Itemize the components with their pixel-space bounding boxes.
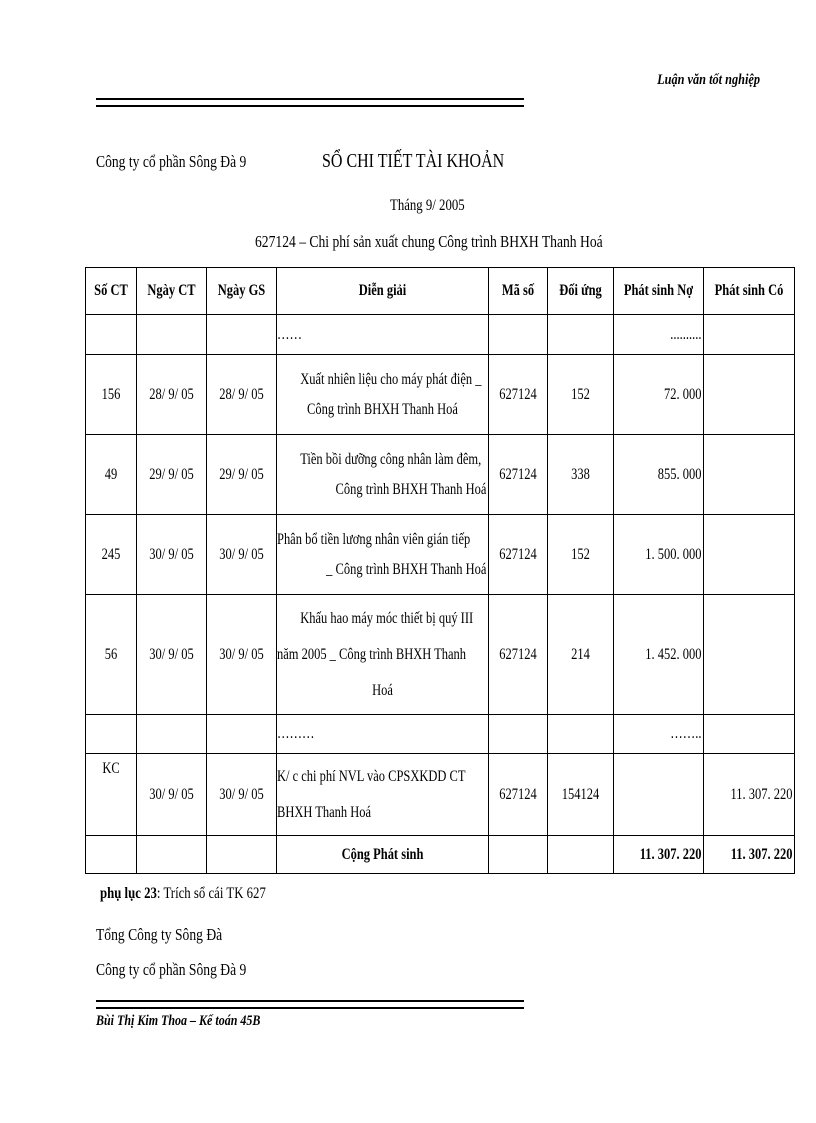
cell-so-ct xyxy=(86,315,137,355)
company-name-footer: Công ty cổ phần Sông Đà 9 xyxy=(96,960,247,979)
cell-ma-so xyxy=(489,315,548,355)
cell-empty xyxy=(548,836,614,874)
cell-ngay-ct: 30/ 9/ 05 xyxy=(137,595,207,715)
table-row xyxy=(86,595,795,715)
cell-phat-sinh-co xyxy=(704,715,795,754)
col-header-so-ct: Số CT xyxy=(86,268,137,315)
cell-phat-sinh-co xyxy=(704,595,795,715)
cell-ma-so xyxy=(489,715,548,754)
month-label: Tháng 9/ 2005 xyxy=(390,197,465,214)
col-header-phat-sinh-no: Phát sinh Nợ xyxy=(614,268,704,315)
cell-phat-sinh-co xyxy=(704,435,795,515)
cell-doi-ung: 152 xyxy=(548,355,614,435)
table-row xyxy=(86,754,795,836)
cell-dien-giai: Xuất nhiên liệu cho máy phát điện _ Công trình BHXH Thanh Hoá xyxy=(277,355,489,435)
corporation-name: Tổng Công ty Sông Đà xyxy=(96,925,223,944)
cell-phat-sinh-no: 1. 500. 000 xyxy=(614,515,704,595)
cell-ngay-ct: 28/ 9/ 05 xyxy=(137,355,207,435)
total-phat-sinh-co: 11. 307. 220 xyxy=(704,836,795,874)
table-row xyxy=(86,355,795,435)
cell-phat-sinh-co xyxy=(704,315,795,355)
cell-phat-sinh-no: …….. xyxy=(614,715,704,754)
total-label: Cộng Phát sinh xyxy=(277,836,489,874)
cell-doi-ung: 338 xyxy=(548,435,614,515)
cell-ngay-gs: 29/ 9/ 05 xyxy=(207,435,277,515)
cell-ngay-gs xyxy=(207,315,277,355)
cell-ngay-gs: 30/ 9/ 05 xyxy=(207,754,277,836)
cell-ma-so: 627124 xyxy=(489,515,548,595)
table-row xyxy=(86,315,795,355)
col-header-phat-sinh-co: Phát sinh Có xyxy=(704,268,795,315)
cell-empty xyxy=(137,836,207,874)
cell-ngay-gs: 30/ 9/ 05 xyxy=(207,595,277,715)
col-header-doi-ung: Đối ứng xyxy=(548,268,614,315)
cell-ngay-ct: 30/ 9/ 05 xyxy=(137,515,207,595)
cell-ma-so: 627124 xyxy=(489,595,548,715)
total-phat-sinh-no: 11. 307. 220 xyxy=(614,836,704,874)
table-row xyxy=(86,435,795,515)
cell-ngay-ct: 29/ 9/ 05 xyxy=(137,435,207,515)
cell-ma-so: 627124 xyxy=(489,754,548,836)
cell-phat-sinh-co xyxy=(704,355,795,435)
cell-ngay-ct xyxy=(137,715,207,754)
cell-ma-so: 627124 xyxy=(489,355,548,435)
cell-doi-ung: 154124 xyxy=(548,754,614,836)
cell-empty xyxy=(86,836,137,874)
cell-dien-giai: Phân bổ tiền lương nhân viên gián tiếp _ Công trình BHXH Thanh Hoá xyxy=(277,515,489,595)
table-row xyxy=(86,715,795,754)
cell-dien-giai: …… xyxy=(277,315,489,355)
appendix-caption xyxy=(100,885,266,903)
table-total-row xyxy=(86,836,795,874)
col-header-ngay-gs: Ngày GS xyxy=(207,268,277,315)
appendix-text: : Trích sổ cái TK 627 xyxy=(156,885,266,902)
appendix-number: phụ lục 23 xyxy=(100,885,157,902)
cell-so-ct: KC xyxy=(86,754,137,836)
cell-phat-sinh-no: 855. 000 xyxy=(614,435,704,515)
cell-phat-sinh-no: .......... xyxy=(614,315,704,355)
cell-ma-so: 627124 xyxy=(489,435,548,515)
table-row xyxy=(86,515,795,595)
cell-ngay-gs: 30/ 9/ 05 xyxy=(207,515,277,595)
cell-ngay-ct: 30/ 9/ 05 xyxy=(137,754,207,836)
col-header-ma-so: Mã số xyxy=(489,268,548,315)
company-name: Công ty cổ phần Sông Đà 9 xyxy=(96,152,247,171)
col-header-ngay-ct: Ngày CT xyxy=(137,268,207,315)
cell-doi-ung: 152 xyxy=(548,515,614,595)
cell-ngay-ct xyxy=(137,315,207,355)
cell-dien-giai: ……… xyxy=(277,715,489,754)
table-header-row xyxy=(86,268,795,315)
cell-dien-giai: Khấu hao máy móc thiết bị quý III năm 2005 _ Công trình BHXH Thanh Hoá xyxy=(277,595,489,715)
ledger-table xyxy=(85,267,795,874)
cell-dien-giai: K/ c chi phí NVL vào CPSXKDD CT BHXH Thanh Hoá xyxy=(277,754,489,836)
cell-empty xyxy=(489,836,548,874)
header-rule xyxy=(96,98,524,107)
cell-doi-ung: 214 xyxy=(548,595,614,715)
author-footer: Bùi Thị Kim Thoa – Kế toán 45B xyxy=(96,1013,261,1029)
account-subtitle: 627124 – Chi phí sản xuất chung Công trình BHXH Thanh Hoá xyxy=(255,232,603,251)
cell-ngay-gs xyxy=(207,715,277,754)
thesis-label: Luận văn tốt nghiệp xyxy=(657,72,760,88)
cell-phat-sinh-co: 11. 307. 220 xyxy=(704,754,795,836)
cell-so-ct: 56 xyxy=(86,595,137,715)
cell-empty xyxy=(207,836,277,874)
cell-ngay-gs: 28/ 9/ 05 xyxy=(207,355,277,435)
cell-phat-sinh-co xyxy=(704,515,795,595)
cell-doi-ung xyxy=(548,315,614,355)
cell-dien-giai: Tiền bồi dưỡng công nhân làm đêm, Công trình BHXH Thanh Hoá xyxy=(277,435,489,515)
cell-so-ct: 156 xyxy=(86,355,137,435)
col-header-dien-giai: Diễn giải xyxy=(277,268,489,315)
cell-so-ct: 245 xyxy=(86,515,137,595)
cell-phat-sinh-no: 72. 000 xyxy=(614,355,704,435)
cell-doi-ung xyxy=(548,715,614,754)
footer-rule xyxy=(96,1000,524,1009)
cell-phat-sinh-no: 1. 452. 000 xyxy=(614,595,704,715)
cell-so-ct: 49 xyxy=(86,435,137,515)
page-title: SỔ CHI TIẾT TÀI KHOẢN xyxy=(322,150,505,172)
cell-phat-sinh-no xyxy=(614,754,704,836)
cell-so-ct xyxy=(86,715,137,754)
